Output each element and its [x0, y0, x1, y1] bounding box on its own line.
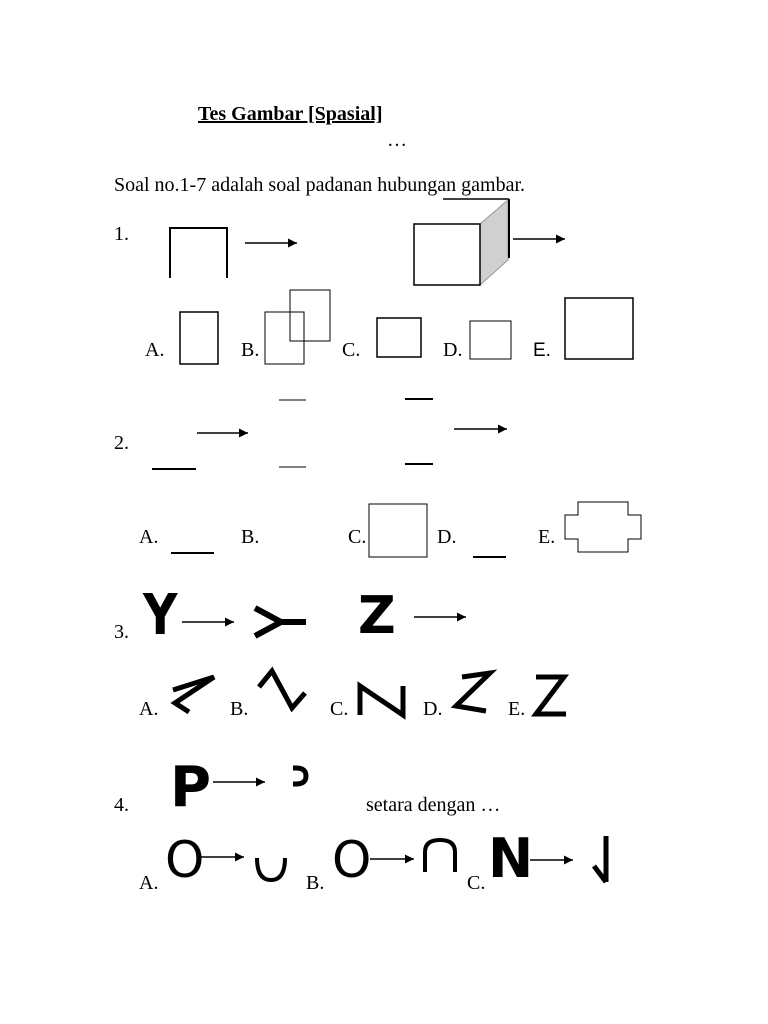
q4-option-a-label: A. — [139, 872, 159, 894]
q4-c-result-figure — [594, 836, 606, 882]
q1-option-e-figure — [565, 298, 633, 359]
question-1-number: 1. — [114, 223, 129, 245]
q3-option-a-label: A. — [139, 698, 159, 720]
q4-b-result-figure — [425, 840, 455, 872]
q4-option-b-label: B. — [306, 872, 325, 894]
q2-option-e-label: E. — [538, 526, 556, 548]
q1-cube-figure — [414, 199, 509, 285]
q2-option-e-figure — [565, 502, 641, 552]
q1-option-c-label: C. — [342, 339, 361, 361]
q4-b-letter-o: O — [332, 831, 372, 889]
q2-option-c-figure — [369, 504, 427, 557]
q4-option-c-label: C. — [467, 872, 486, 894]
q3-option-a-figure — [173, 677, 214, 712]
q3-rotated-y-figure — [255, 608, 306, 636]
q3-letter-y: Y — [143, 583, 178, 648]
q3-option-d-figure — [456, 673, 490, 711]
q3-option-c-label: C. — [330, 698, 349, 720]
q3-option-b-label: B. — [230, 698, 249, 720]
q4-letter-p: P — [170, 755, 212, 820]
q4-a-letter-o: O — [165, 831, 205, 889]
page-title: Tes Gambar [Spasial] — [198, 103, 383, 125]
q4-a-result-figure — [257, 858, 285, 880]
q4-c-letter-n: N — [488, 827, 534, 890]
q1-option-a-label: A. — [145, 339, 165, 361]
q2-option-a-label: A. — [139, 526, 159, 548]
q2-option-d-label: D. — [437, 526, 457, 548]
q4-equivalent-text: setara dengan … — [366, 794, 501, 816]
question-2-number: 2. — [114, 432, 129, 454]
q2-option-b-label: B. — [241, 526, 260, 548]
q1-option-a-figure — [180, 312, 218, 364]
title-ellipsis: … — [387, 129, 407, 151]
q1-option-b-figure — [265, 290, 330, 364]
q3-option-b-figure — [259, 671, 305, 708]
q3-letter-z: Z — [358, 586, 396, 646]
q1-option-d-label: D. — [443, 339, 463, 361]
q1-option-b-label: B. — [241, 339, 260, 361]
q1-option-e-label: E. — [533, 340, 551, 361]
instructions-text: Soal no.1-7 adalah soal padanan hubungan gambar. — [114, 174, 525, 196]
q2-option-c-label: C. — [348, 526, 367, 548]
question-3-number: 3. — [114, 621, 129, 643]
q3-option-e-label: E. — [508, 698, 526, 720]
q4-partial-p-figure — [293, 768, 306, 784]
question-4-number: 4. — [114, 794, 129, 816]
q3-option-e-figure — [536, 677, 566, 714]
q1-option-c-figure — [377, 318, 421, 357]
q1-open-box-figure — [170, 228, 227, 278]
q3-option-d-label: D. — [423, 698, 443, 720]
q1-option-d-figure — [470, 321, 511, 359]
q3-option-c-figure — [360, 686, 403, 715]
